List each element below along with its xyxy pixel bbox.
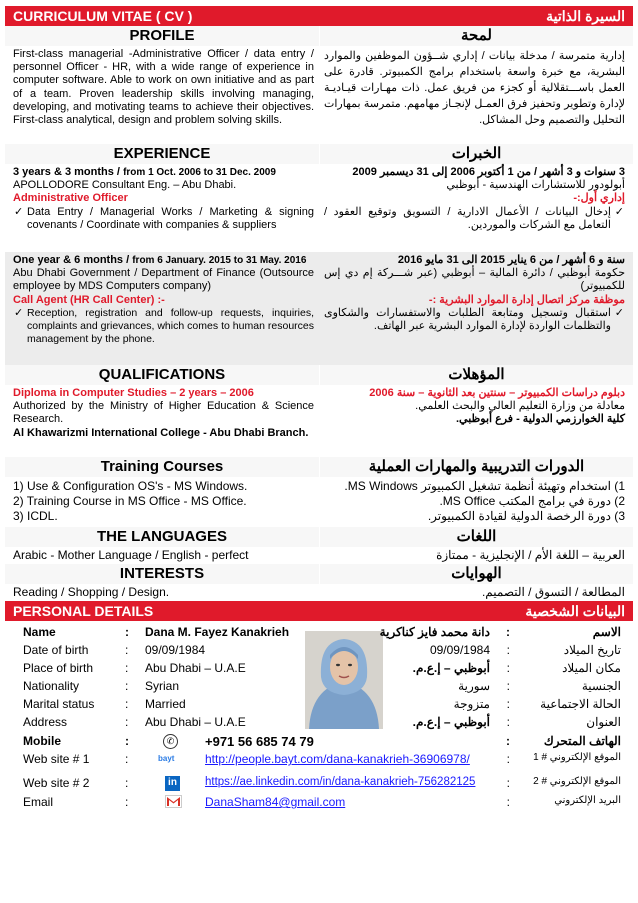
cv-title-bar: [5, 6, 633, 26]
languages-section: [5, 547, 633, 564]
profile-text-en: First-class managerial -Administrative Officer / data entry / personnel Officer - HR, with a wide range of experience in computer software. Able to work on own initiative and as part of a team. Proven leadership skills involving managing, developing, and motivating teams to achieve their objectives. First-class analytical, design and problem solving skills.: [13, 48, 314, 127]
training-heading-en: Training Courses: [5, 457, 319, 477]
personal-details-links: [5, 776, 633, 814]
qualifications-heading: [5, 365, 633, 385]
interests-heading-ar: الهوايات: [319, 564, 633, 584]
diploma-authority-ar: معادلة من وزارة التعليم العالي والبحث العلمي.: [415, 400, 625, 413]
profile-heading: [5, 26, 633, 46]
personal-row-mobile: Mobile : ✆ +971 56 685 74 79 : الهاتف المتحرك: [23, 734, 621, 749]
profile-heading-ar: لمحة: [319, 26, 633, 46]
email-link[interactable]: DanaSham84@gmail.com: [205, 795, 346, 809]
phone-icon: ✆: [163, 734, 178, 749]
job2-role-en: Call Agent (HR Call Center) :-: [13, 293, 165, 306]
personal-title-ar: البيانات الشخصية: [525, 602, 625, 619]
profile-text-ar: إدارية متمرسة / مدخلة بيانات / إداري شــؤون الموظفين والموارد البشرية، مع خبرة واسعة باستخدام برامج الكمبيوتر. قادرة على العمل باســـتقلالية أو كجزء من فريق عمل. ذات مهـارات قيـاديـة لإدارة وتطوير وتحفيز فرق العمـل لإنجـاز مهامهم. متمرسة بمهارات التحليل والتصميم وحل المشاكل.: [324, 50, 625, 126]
training-item-ar: 1) استخدام وتهيئة أنظمة تشغيل الكمبيوتر MS Windows.: [344, 479, 625, 493]
personal-row-nationality: Nationality : Syrian سورية : الجنسية: [23, 679, 621, 693]
diploma-en: Diploma in Computer Studies – 2 years – 2006: [13, 387, 254, 399]
job1-duration-ar: 3 سنوات و 3 أشهر / من 1 أكتوبر 2006 إلى 31 ديسمبر 2009: [352, 166, 625, 178]
personal-row-pob: Place of birth : Abu Dhabi – U.A.E أبوظبي – إ.ع.م. : مكان الميلاد: [23, 661, 621, 675]
training-item-ar: 2) دورة في برامج المكتب MS Office.: [439, 494, 625, 508]
mobile-number[interactable]: +971 56 685 74 79: [205, 734, 314, 749]
languages-heading-ar: اللغات: [319, 527, 633, 547]
bayt-profile-link[interactable]: http://people.bayt.com/dana-kanakrieh-36906978/: [205, 752, 470, 766]
job1-duty-en: ✓ Data Entry / Managerial Works / Marketing & signing covenants / Coordinate with companies & suppliers: [27, 206, 314, 232]
job-2: [5, 252, 633, 365]
job2-dates-en: from 6 January. 2015 to 31 May. 2016: [132, 255, 307, 266]
job-1: [5, 164, 633, 252]
personal-details: [5, 621, 633, 776]
interests-text-ar: المطالعة / التسوق / التصميم.: [481, 585, 625, 599]
personal-details-bar: [5, 601, 633, 621]
personal-row-address: Address : Abu Dhabi – U.A.E أبوظبي – إ.ع.م. : العنوان: [23, 715, 621, 729]
bayt-logo-icon: bayt: [158, 754, 175, 763]
gmail-icon: [165, 795, 182, 808]
job1-company-en: APOLLODORE Consultant Eng. – Abu Dhabi.: [13, 179, 237, 192]
interests-heading: [5, 564, 633, 584]
job2-duration-en: One year & 6 months /: [13, 254, 130, 266]
training-item-en: 2) Training Course in MS Office - MS Office.: [13, 494, 247, 508]
job2-role-ar: موظفة مركز اتصال إدارة الموارد البشرية :-: [428, 293, 625, 306]
interests-section: [5, 584, 633, 601]
cv-title-en: CURRICULUM VITAE ( CV ): [13, 8, 193, 24]
languages-text-en: Arabic - Mother Language / English - perfect: [13, 548, 249, 562]
interests-text-en: Reading / Shopping / Design.: [13, 585, 170, 599]
profile-section: [5, 46, 633, 144]
training-heading: [5, 457, 633, 477]
diploma-authority-en: Authorized by the Ministry of Higher Education & Science Research.: [13, 400, 314, 426]
linkedin-icon: in: [165, 776, 180, 791]
personal-row-web2: Web site # 2 : in https://ae.linkedin.com/in/dana-kanakrieh-756282125 : الموقع الإلكتروني # 2: [23, 776, 621, 790]
personal-row-name: Name : Dana M. Fayez Kanakrieh دانة محمد فايز كناكرية : الاسم: [23, 625, 621, 639]
job1-company-ar: أبولودور للاستشارات الهندسية - أبوظبي: [446, 179, 625, 192]
job1-role-en: Administrative Officer: [13, 192, 128, 205]
job1-role-ar: إداري أول:-: [573, 192, 625, 205]
college-ar: كلية الخوارزمي الدولية - فرع أبوظبي.: [455, 413, 625, 426]
job1-duration-en: 3 years & 3 months /: [13, 166, 120, 178]
job2-company-en: Abu Dhabi Government / Department of Finance (Outsource employee by MDS Computers company): [13, 267, 314, 293]
personal-row-web1: Web site # 1 : bayt http://people.bayt.com/dana-kanakrieh-36906978/ : الموقع الإلكتروني # 1: [23, 752, 621, 766]
experience-heading-en: EXPERIENCE: [5, 144, 319, 164]
training-section: [5, 477, 633, 527]
qualifications-heading-en: QUALIFICATIONS: [5, 365, 319, 385]
cv-title-ar: السيرة الذاتية: [546, 7, 625, 24]
job1-duty-ar: ✓ إدخال البيانات / الأعمال الادارية / التسويق وتوقيع العقود / التعامل مع الشركات والموردين.: [324, 206, 611, 232]
job2-duty-en: ✓ Reception, registration and follow-up requests, inquiries, complaints and grievances, which comes to human resources management by the phone.: [27, 307, 314, 346]
personal-row-dob: Date of birth : 09/09/1984 09/09/1984 : تاريخ الميلاد: [23, 643, 621, 657]
personal-row-email: Email : DanaSham84@gmail.com : البريد الإلكتروني: [23, 795, 621, 809]
qualifications-section: [5, 385, 633, 457]
interests-heading-en: INTERESTS: [5, 564, 319, 584]
experience-heading-ar: الخبرات: [319, 144, 633, 164]
profile-heading-en: PROFILE: [5, 26, 319, 46]
training-item-en: 3) ICDL.: [13, 509, 58, 523]
training-item-ar: 3) دورة الرخصة الدولية لقيادة الكمبيوتر.: [427, 509, 625, 523]
personal-row-marital: Marital status : Married متزوجة : الحالة الاجتماعية: [23, 697, 621, 711]
college-en: Al Khawarizmi International College - Abu Dhabi Branch.: [13, 426, 309, 439]
languages-text-ar: العربية – اللغة الأم / الإنجليزية - ممتازة: [436, 548, 625, 562]
training-item-en: 1) Use & Configuration OS's - MS Windows.: [13, 479, 248, 493]
training-heading-ar: الدورات التدريبية والمهارات العملية: [319, 457, 633, 477]
personal-title-en: PERSONAL DETAILS: [13, 603, 154, 619]
linkedin-profile-link[interactable]: https://ae.linkedin.com/in/dana-kanakrieh-756282125: [205, 776, 476, 788]
diploma-ar: دبلوم دراسات الكمبيوتر – سنتين بعد الثانوية – سنة 2006: [369, 387, 625, 399]
job1-dates-en: from 1 Oct. 2006 to 31 Dec. 2009: [123, 167, 276, 178]
experience-heading: [5, 144, 633, 164]
job2-duration-ar: سنة و 6 أشهر / من 6 يناير 2015 الى 31 مايو 2016: [397, 254, 625, 266]
languages-heading-en: THE LANGUAGES: [5, 527, 319, 547]
job2-company-ar: حكومة أبوظبي / دائرة المالية – أبوظبي (عبر شـــركة إم دي إس للكمبيوتر): [324, 267, 625, 293]
job2-duty-ar: ✓ استقبال وتسجيل ومتابعة الطلبات والاستفسارات والشكاوى والتظلمات الواردة لإدارة الموارد البشرية عبر الهاتف.: [324, 307, 611, 333]
qualifications-heading-ar: المؤهلات: [319, 365, 633, 385]
languages-heading: [5, 527, 633, 547]
